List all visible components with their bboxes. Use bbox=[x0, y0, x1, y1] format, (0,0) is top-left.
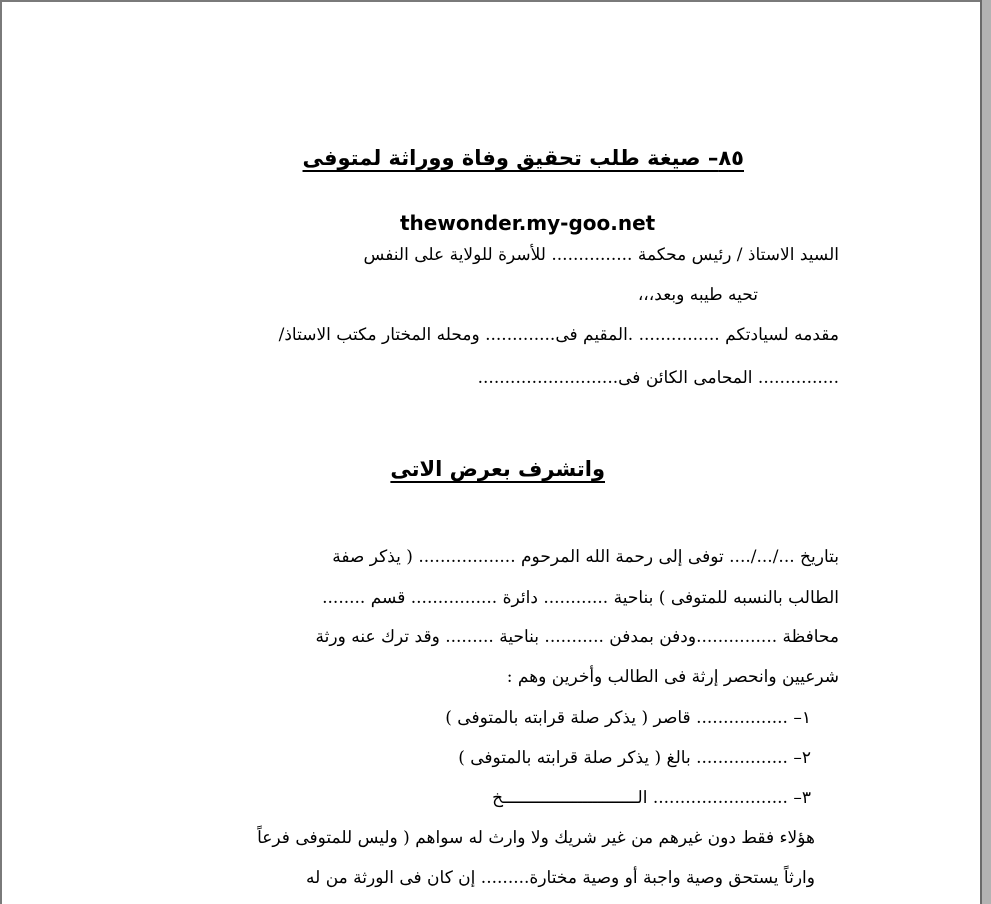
greeting-line: تحيه طيبه وبعد،،، bbox=[637, 285, 758, 305]
window-right-gutter bbox=[982, 0, 991, 904]
heir-item-1: ١– ................. قاصر ( يذكر صلة قرابته بالمتوفى ) bbox=[445, 708, 811, 728]
window-top-border bbox=[0, 0, 991, 2]
body-line-3: محافظة ...............ودفن بمدفن ........... بناحية ......... وقد ترك عنه ورثة bbox=[315, 627, 839, 647]
heir-item-3: ٣– ......................... الـــــــــــــــــــــــــــخ bbox=[492, 788, 811, 808]
petitioner-line-1: مقدمه لسيادتكم ............... .المقيم فى............. ومحله المختار مكتب الاستاذ/ bbox=[278, 325, 839, 345]
heir-item-2: ٢– ................. بالغ ( يذكر صلة قرابته بالمتوفى ) bbox=[458, 748, 811, 768]
document-title: ٨٥– صيغة طلب تحقيق وفاة ووراثة لمتوفى bbox=[302, 146, 744, 170]
petitioner-line-2: ............... المحامى الكائن فى.......................... bbox=[477, 368, 839, 388]
body-line-4: شرعيين وانحصر إرثة فى الطالب وأخرين وهم : bbox=[506, 667, 839, 687]
section-heading: واتشرف بعرض الاتى bbox=[390, 457, 605, 481]
address-line: السيد الاستاذ / رئيس محكمة ............... للأسرة للولاية على النفس bbox=[363, 245, 839, 265]
body-line-2: الطالب بالنسبه للمتوفى ) بناحية ............ دائرة ................ قسم ........ bbox=[322, 588, 839, 608]
closing-line-1: هؤلاء فقط دون غيرهم من غير شريك ولا وارث له سواهم ( وليس للمتوفى فرعاً bbox=[257, 828, 815, 848]
closing-line-2: وارثاً يستحق وصية واجبة أو وصية مختارة......... إن كان فى الورثة من له bbox=[306, 868, 815, 888]
body-line-1: بتاريخ .../.../.... توفى إلى رحمة الله المرحوم .................. ( يذكر صفة bbox=[332, 547, 839, 567]
window-left-border bbox=[0, 0, 2, 904]
website-watermark: thewonder.my-goo.net bbox=[400, 211, 656, 235]
